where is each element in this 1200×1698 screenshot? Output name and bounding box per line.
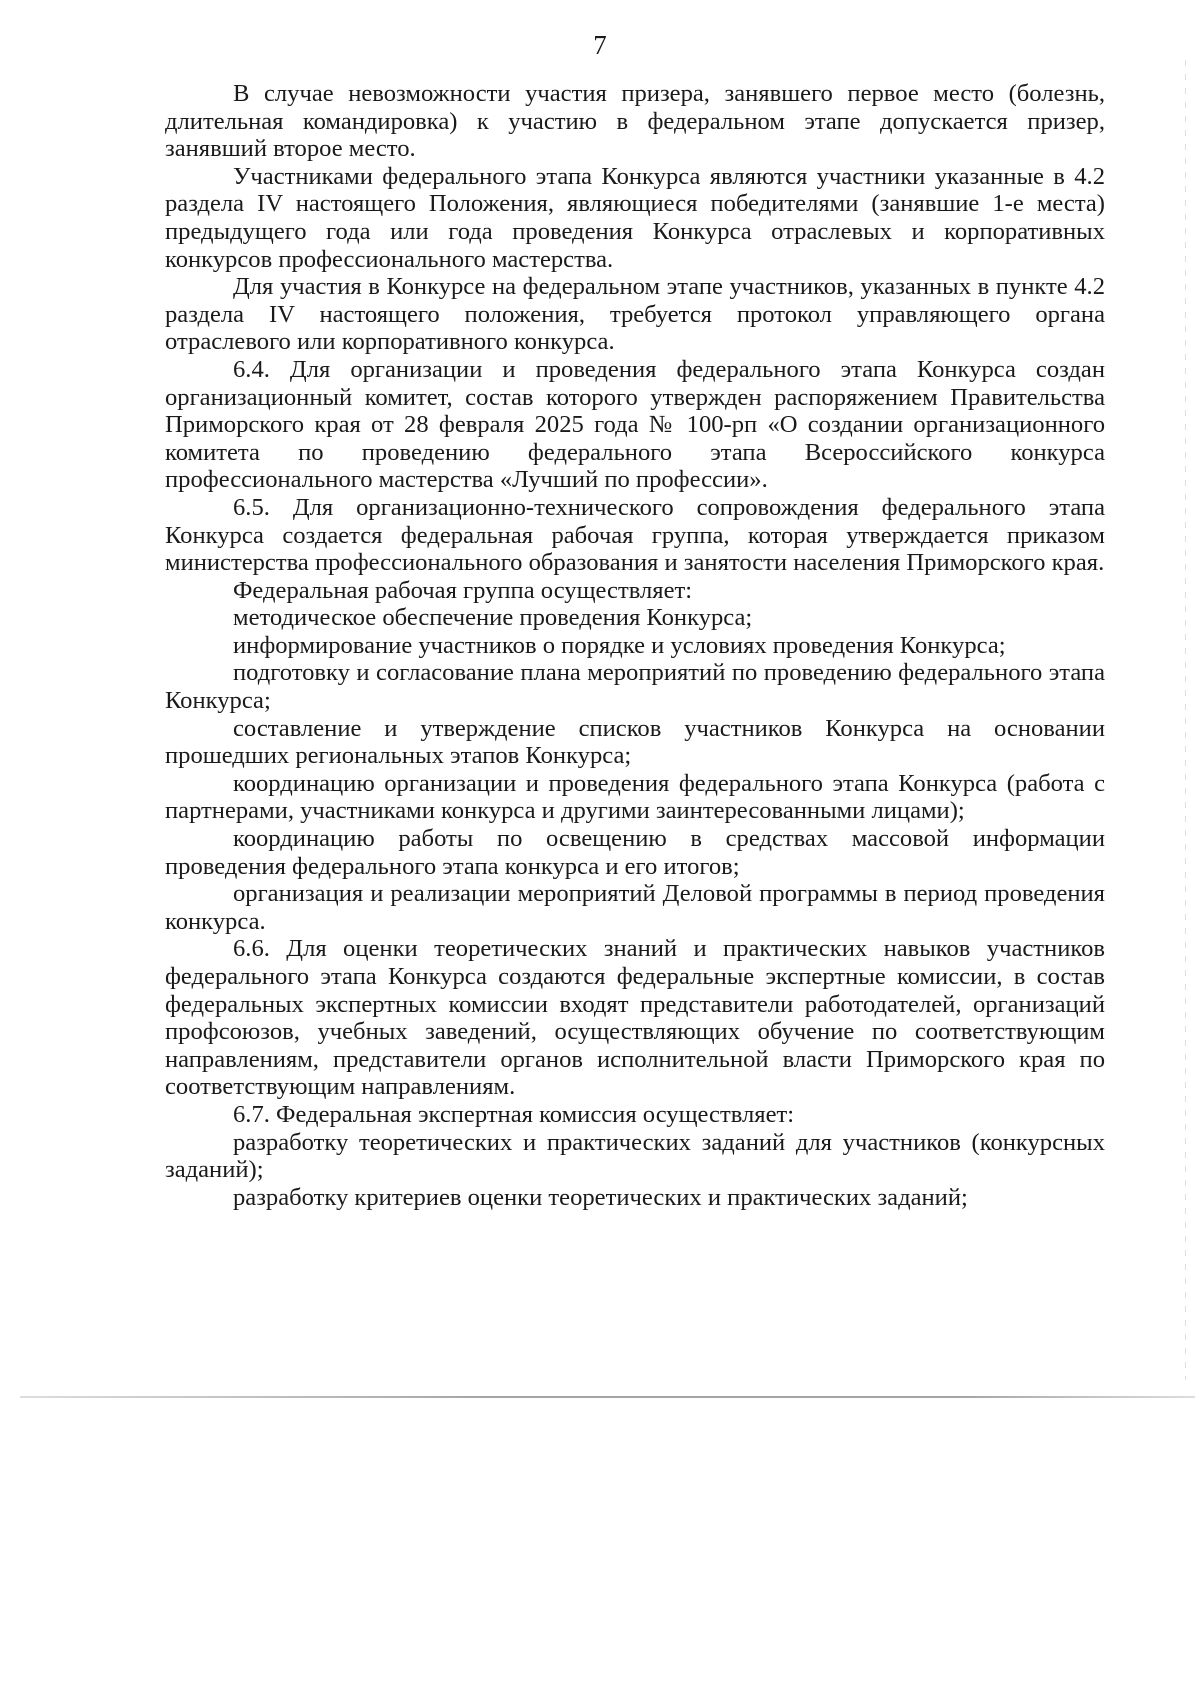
list-item-criteria-development: разработку критериев оценки теоретических и практических заданий; <box>233 1183 968 1211</box>
page-number: 7 <box>593 30 607 60</box>
list-item-task-development: разработку теоретических и практических заданий для участников (конкурсных заданий); <box>165 1128 1105 1184</box>
paragraph-working-group-duties: Федеральная рабочая группа осуществляет: <box>233 576 693 604</box>
list-item-coordination: координацию организации и проведения федерального этапа Конкурса (работа с партнерами, участниками конкурса и другими заинтересованными лицами); <box>165 769 1105 825</box>
scan-edge-artifact <box>1185 60 1186 1380</box>
list-item-media-coverage: координацию работы по освещению в средствах массовой информации проведения федерального этапа конкурса и его итогов; <box>165 825 1105 880</box>
paragraph-6-6-expert-commissions: 6.6. Для оценки теоретических знаний и практических навыков участников федерального этапа Конкурса создаются федеральные экспертные комиссии, в состав федеральных экспертных комиссии входят представители работодателей, организаций профсоюзов, учебных заведений, осуществляющих обучение по соответствующим направлениям, представители органов исполнительной власти Приморского края по соответствующим направлениям. <box>165 935 1105 1101</box>
scan-page-edge-line <box>20 1396 1195 1398</box>
list-item-plan-preparation: подготовку и согласование плана мероприятий по проведению федерального этапа Конкурса; <box>165 659 1105 715</box>
paragraph-federal-participants: Участниками федерального этапа Конкурса являются участники указанные в 4.2 раздела IV настоящего Положения, являющиеся победителями (занявшие 1-е места) предыдущего года или года проведения Конкурса отраслевых и корпоративных конкурсов профессионального мастерства. <box>165 162 1105 273</box>
list-item-participant-lists: составление и утверждение списков участников Конкурса на основании прошедших региональных этапов Конкурса; <box>165 714 1105 770</box>
paragraph-6-4-organizing-committee: 6.4. Для организации и проведения федерального этапа Конкурса создан организационный комитет, состав которого утвержден распоряжением Правительства Приморского края от 28 февраля 2025 года № 100-рп «О создании организационного комитета по проведению федерального этапа Всероссийского конкурса профессионального мастерства «Лучший по профессии». <box>165 355 1105 494</box>
paragraph-6-5-working-group: 6.5. Для организационно-технического сопровождения федерального этапа Конкурса создается федеральная рабочая группа, которая утверждается приказом министерства профессионального образования и занятости населения Приморского края. <box>165 493 1105 577</box>
paragraph-runner-up-substitution: В случае невозможности участия призера, занявшего первое место (болезнь, длительная командировка) к участию в федеральном этапе допускается призер, занявший второе место. <box>165 80 1105 163</box>
list-item-informing-participants: информирование участников о порядке и условиях проведения Конкурса; <box>233 631 1006 659</box>
list-item-methodical-support: методическое обеспечение проведения Конкурса; <box>233 604 753 632</box>
document-body <box>165 80 1105 1211</box>
paragraph-protocol-requirement: Для участия в Конкурсе на федеральном этапе участников, указанных в пункте 4.2 раздела IV настоящего положения, требуется протокол управляющего органа отраслевого или корпоративного конкурса. <box>165 273 1105 356</box>
list-item-business-program: организация и реализации мероприятий Деловой программы в период проведения конкурса. <box>165 880 1105 935</box>
paragraph-6-7-commission-duties: 6.7. Федеральная экспертная комиссия осуществляет: <box>233 1100 795 1128</box>
